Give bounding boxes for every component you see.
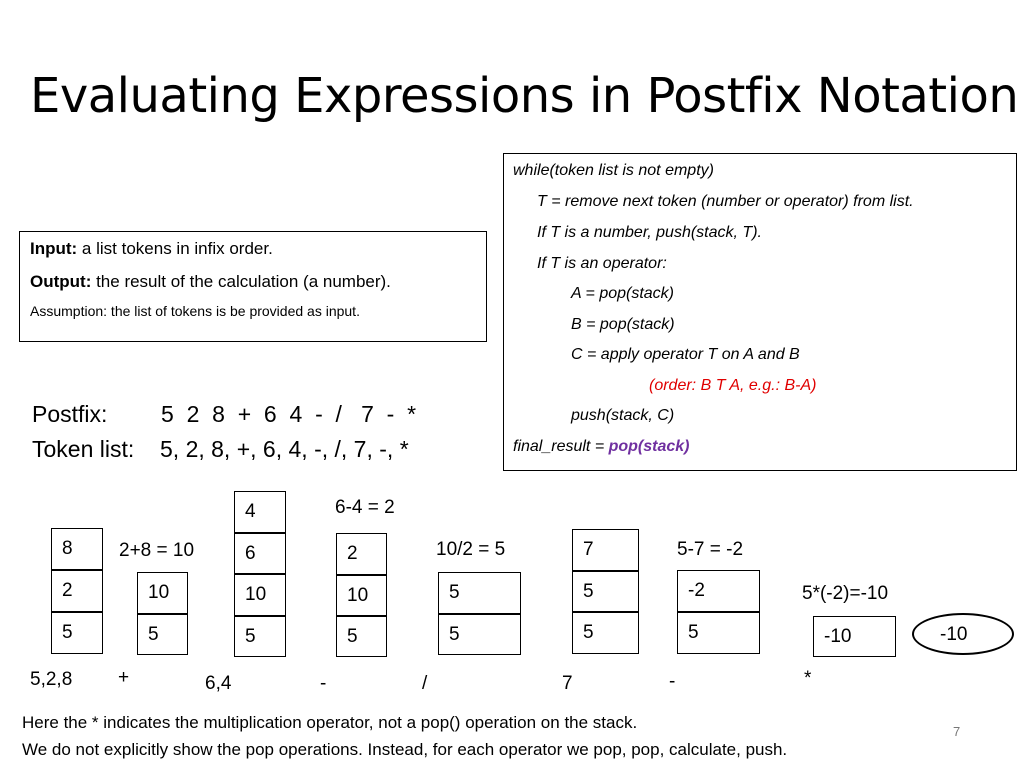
- stack-1-cell-1: 8: [51, 528, 103, 570]
- page-number: 7: [953, 724, 961, 739]
- stack-6-cell-2: 5: [572, 571, 639, 612]
- final-pop-call: pop(stack): [608, 438, 690, 455]
- algo-line-pop-a: A = pop(stack): [571, 285, 675, 302]
- algo-line-if-number: If T is a number, push(stack, T).: [537, 224, 762, 241]
- slide-title: Evaluating Expressions in Postfix Notation: [30, 68, 1019, 124]
- final-result-value: -10: [940, 624, 968, 645]
- stack-4-cell-1: 2: [336, 533, 387, 575]
- output-line: [30, 272, 391, 292]
- algorithm-box: [503, 153, 1017, 471]
- algo-line-order: (order: B T A, e.g.: B-A): [649, 377, 817, 394]
- step-label-plus: +: [118, 667, 130, 688]
- stack-1-cell-3: 5: [51, 612, 103, 654]
- step-label-numbers-2: 6,4: [205, 673, 232, 694]
- stack-4-cell-3: 5: [336, 616, 387, 657]
- stack-2-cell-2: 5: [137, 614, 188, 655]
- note-pop-operations: We do not explicitly show the pop operations. Instead, for each operator we pop, pop, calculate, push.: [22, 740, 788, 759]
- algo-line-pop-b: B = pop(stack): [571, 316, 675, 333]
- algo-line-final: [513, 438, 690, 456]
- step-label-divide: /: [422, 673, 428, 694]
- postfix-expression: 5 2 8 + 6 4 - / 7 - *: [161, 401, 417, 427]
- step-label-numbers-1: 5,2,8: [30, 669, 73, 690]
- final-result-prefix: final_result =: [513, 438, 609, 455]
- stack-5-cell-1: 5: [438, 572, 521, 614]
- input-line: [30, 239, 273, 259]
- stack-8-cell-1: -10: [813, 616, 896, 657]
- note-multiplication: Here the * indicates the multiplication operator, not a pop() operation on the stack.: [22, 713, 638, 732]
- token-list-values: 5, 2, 8, +, 6, 4, -, /, 7, -, *: [160, 436, 409, 462]
- input-text: a list tokens in infix order.: [77, 239, 273, 258]
- step-label-minus-1: -: [320, 673, 327, 694]
- stack-5-cell-2: 5: [438, 614, 521, 655]
- stack-3-cell-2: 6: [234, 533, 286, 574]
- stack-7-cell-1: -2: [677, 570, 760, 612]
- stack-6-cell-1: 7: [572, 529, 639, 571]
- output-text: the result of the calculation (a number).: [91, 272, 391, 291]
- algo-line-remove: T = remove next token (number or operator) from list.: [537, 193, 914, 210]
- step-label-seven: 7: [562, 673, 573, 694]
- stack-6-cell-3: 5: [572, 612, 639, 654]
- algo-line-apply: C = apply operator T on A and B: [571, 346, 800, 363]
- stack-3-cell-1: 4: [234, 491, 286, 533]
- calc-add: 2+8 = 10: [119, 540, 195, 561]
- postfix-label: Postfix:: [32, 401, 108, 427]
- algo-line-while: while(token list is not empty): [513, 162, 714, 179]
- calc-subtract-1: 6-4 = 2: [335, 497, 395, 518]
- calc-subtract-2: 5-7 = -2: [677, 539, 744, 560]
- stack-3-cell-3: 10: [234, 574, 286, 616]
- stack-4-cell-2: 10: [336, 575, 387, 616]
- calc-multiply: 5*(-2)=-10: [802, 583, 889, 604]
- calc-divide: 10/2 = 5: [436, 539, 506, 560]
- assumption-text: Assumption: the list of tokens is be provided as input.: [30, 303, 360, 319]
- algo-line-push: push(stack, C): [571, 407, 675, 424]
- stack-1-cell-2: 2: [51, 570, 103, 612]
- input-label: Input:: [30, 239, 78, 258]
- stack-3-cell-4: 5: [234, 616, 286, 657]
- output-label: Output:: [30, 272, 92, 291]
- stack-2-cell-1: 10: [137, 572, 188, 614]
- algo-line-if-operator: If T is an operator:: [537, 255, 667, 272]
- stack-7-cell-2: 5: [677, 612, 760, 654]
- step-label-multiply: *: [804, 668, 812, 689]
- input-output-box: [19, 231, 487, 342]
- step-label-minus-2: -: [669, 671, 676, 692]
- token-list-label: Token list:: [32, 436, 135, 462]
